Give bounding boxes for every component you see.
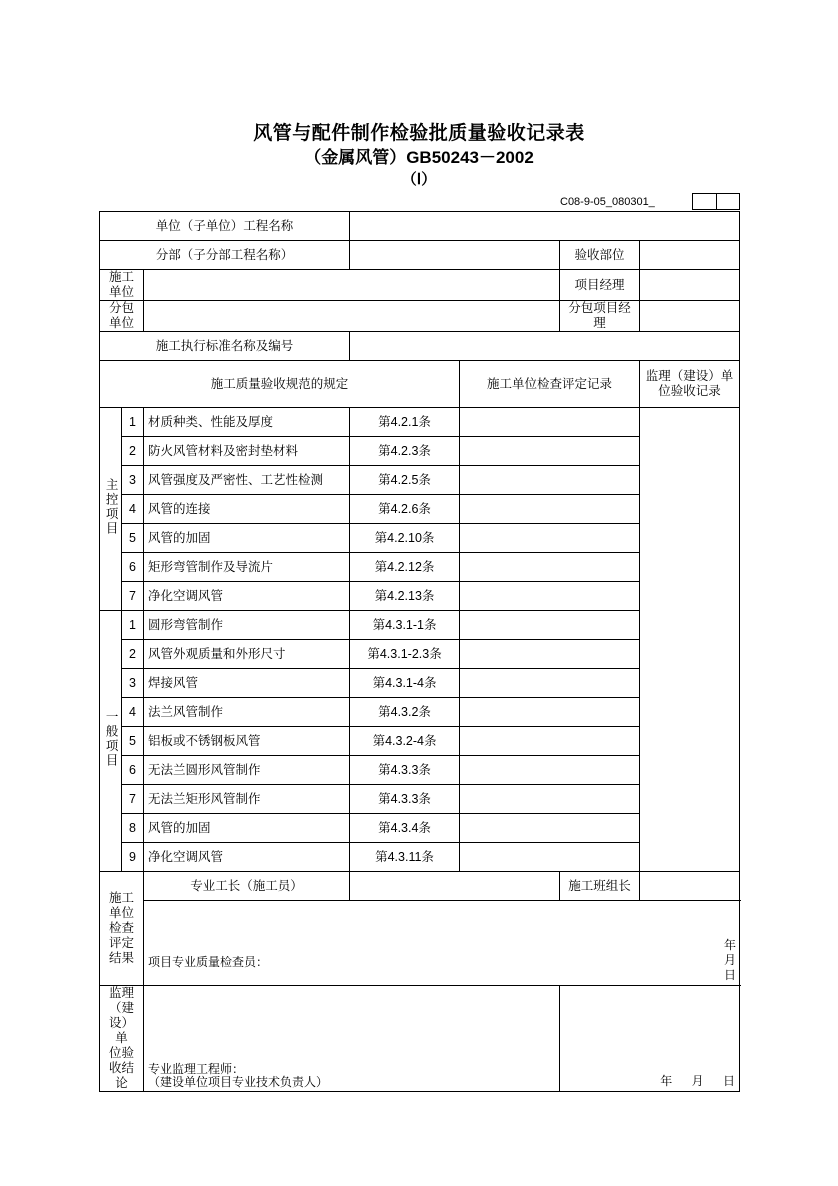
supervision-signature-area[interactable]	[144, 986, 560, 1092]
foreman-label: 专业工长（施工员）	[144, 872, 350, 901]
row-item: 风管外观质量和外形尺寸	[144, 640, 350, 669]
acceptance-part-value[interactable]	[640, 241, 740, 270]
row-construction-record[interactable]	[460, 466, 640, 495]
row-item: 圆形弯管制作	[144, 611, 350, 640]
date-day-label: 日	[724, 968, 737, 982]
row-item: 净化空调风管	[144, 843, 350, 872]
row-construction-record[interactable]	[460, 756, 640, 785]
date-year-label: 年	[660, 1074, 673, 1088]
group-label-main-control: 主控项目	[100, 408, 122, 611]
standard-value[interactable]	[350, 332, 740, 361]
supervision-conclusion-label-line1: 监理（建设）单	[108, 986, 134, 1045]
row-item: 法兰风管制作	[144, 698, 350, 727]
foreman-value[interactable]	[350, 872, 560, 901]
row-clause: 第4.2.3条	[350, 437, 460, 466]
row-clause: 第4.2.6条	[350, 495, 460, 524]
row-number: 6	[122, 553, 144, 582]
row-item: 风管的连接	[144, 495, 350, 524]
row-clause: 第4.3.4条	[350, 814, 460, 843]
table-row-unit-name	[100, 212, 740, 241]
sub-project-manager-label: 分包项目经理	[560, 301, 640, 332]
code-box-1	[692, 193, 717, 210]
table-row-foreman	[100, 872, 740, 901]
row-number: 1	[122, 408, 144, 437]
row-construction-record[interactable]	[460, 843, 640, 872]
row-item: 无法兰矩形风管制作	[144, 785, 350, 814]
sub-project-manager-value[interactable]	[640, 301, 740, 332]
row-number: 7	[122, 582, 144, 611]
row-item: 焊接风管	[144, 669, 350, 698]
row-number: 2	[122, 640, 144, 669]
table-header-row	[100, 361, 740, 408]
row-number: 5	[122, 524, 144, 553]
division-label: 分部（子分部工程名称）	[100, 241, 350, 270]
inspection-form-table	[99, 211, 740, 1092]
construction-date-line	[708, 938, 736, 983]
row-number: 3	[122, 669, 144, 698]
date-month-label: 月	[724, 953, 737, 967]
document-title	[0, 122, 838, 191]
supervision-conclusion-label-line2: 位验收结论	[108, 1046, 134, 1090]
supervision-date-wrap	[560, 1007, 739, 1091]
row-clause: 第4.2.5条	[350, 466, 460, 495]
table-row	[100, 408, 740, 437]
header-supervision-check: 监理（建设）单位验收记录	[640, 361, 740, 408]
row-clause: 第4.3.1-1条	[350, 611, 460, 640]
row-construction-record[interactable]	[460, 698, 640, 727]
row-clause: 第4.3.11条	[350, 843, 460, 872]
row-construction-record[interactable]	[460, 611, 640, 640]
row-item: 矩形弯管制作及导流片	[144, 553, 350, 582]
row-construction-record[interactable]	[460, 582, 640, 611]
title-line-3: （Ⅰ）	[401, 171, 437, 188]
row-item: 铝板或不锈钢板风管	[144, 727, 350, 756]
row-number: 2	[122, 437, 144, 466]
table-row-standard	[100, 332, 740, 361]
quality-inspector-signature-area[interactable]	[144, 901, 740, 986]
quality-inspector-label: 项目专业质量检查员：	[148, 955, 269, 969]
row-clause: 第4.3.2-4条	[350, 727, 460, 756]
row-construction-record[interactable]	[460, 785, 640, 814]
row-number: 4	[122, 495, 144, 524]
row-item: 材质种类、性能及厚度	[144, 408, 350, 437]
row-item: 风管强度及严密性、工艺性检测	[144, 466, 350, 495]
supervision-record-cell[interactable]	[640, 408, 740, 872]
row-clause: 第4.2.10条	[350, 524, 460, 553]
division-value[interactable]	[350, 241, 560, 270]
standard-label: 施工执行标准名称及编号	[100, 332, 350, 361]
team-leader-label: 施工班组长	[560, 872, 640, 901]
contractor-label: 施工单位	[100, 270, 144, 301]
row-clause: 第4.3.1-4条	[350, 669, 460, 698]
table-row-division	[100, 241, 740, 270]
supervision-signer-line1: 专业监理工程师：	[148, 1062, 245, 1076]
row-clause: 第4.2.13条	[350, 582, 460, 611]
row-construction-record[interactable]	[460, 814, 640, 843]
row-item: 风管的加固	[144, 814, 350, 843]
row-clause: 第4.2.1条	[350, 408, 460, 437]
row-item: 防火风管材料及密封垫材料	[144, 437, 350, 466]
row-number: 6	[122, 756, 144, 785]
row-clause: 第4.3.3条	[350, 785, 460, 814]
row-clause: 第4.3.1-2.3条	[350, 640, 460, 669]
table-row-subcontractor	[100, 301, 740, 332]
supervision-signer-line2: （建设单位项目专业技术负责人）	[148, 1075, 329, 1089]
row-number: 7	[122, 785, 144, 814]
row-clause: 第4.3.2条	[350, 698, 460, 727]
team-leader-value[interactable]	[640, 872, 740, 901]
supervision-date-line	[644, 1074, 735, 1089]
construction-result-label	[100, 872, 144, 986]
supervision-date-area[interactable]	[560, 986, 740, 1092]
project-manager-value[interactable]	[640, 270, 740, 301]
date-year-label: 年	[724, 938, 737, 952]
row-number: 5	[122, 727, 144, 756]
row-construction-record[interactable]	[460, 669, 640, 698]
construction-result-label-line1: 施工单位检查	[108, 891, 134, 935]
row-item: 风管的加固	[144, 524, 350, 553]
row-item: 无法兰圆形风管制作	[144, 756, 350, 785]
construction-result-label-line2: 评定结果	[108, 936, 134, 965]
row-construction-record[interactable]	[460, 640, 640, 669]
title-line-2: （金属风管）GB50243－2002	[304, 148, 534, 167]
form-code: C08-9-05_080301_	[560, 196, 655, 208]
unit-name-label: 单位（子单位）工程名称	[100, 212, 350, 241]
row-construction-record[interactable]	[460, 437, 640, 466]
row-clause: 第4.2.12条	[350, 553, 460, 582]
row-construction-record[interactable]	[460, 495, 640, 524]
row-number: 4	[122, 698, 144, 727]
table-row-supervision-conclusion	[100, 986, 740, 1092]
row-construction-record[interactable]	[460, 524, 640, 553]
row-number: 9	[122, 843, 144, 872]
table-row-contractor	[100, 270, 740, 301]
date-day-label: 日	[723, 1074, 736, 1088]
row-construction-record[interactable]	[460, 408, 640, 437]
row-number: 1	[122, 611, 144, 640]
supervision-signer	[148, 1063, 328, 1089]
code-box-2	[717, 193, 741, 210]
table-row-quality-inspector	[100, 901, 740, 986]
project-manager-label: 项目经理	[560, 270, 640, 301]
row-item: 净化空调风管	[144, 582, 350, 611]
supervision-conclusion-label	[100, 986, 144, 1092]
header-spec: 施工质量验收规范的规定	[100, 361, 460, 408]
row-number: 8	[122, 814, 144, 843]
row-construction-record[interactable]	[460, 553, 640, 582]
acceptance-part-label: 验收部位	[560, 241, 640, 270]
subcontractor-value[interactable]	[144, 301, 560, 332]
row-clause: 第4.3.3条	[350, 756, 460, 785]
row-construction-record[interactable]	[460, 727, 640, 756]
unit-name-value[interactable]	[350, 212, 740, 241]
group-label-general: 一般项目	[100, 611, 122, 872]
form-code-boxes	[692, 193, 740, 210]
contractor-value[interactable]	[144, 270, 560, 301]
supervision-signer-wrap	[144, 1007, 559, 1091]
title-line-1: 风管与配件制作检验批质量验收记录表	[253, 123, 585, 144]
subcontractor-label: 分包单位	[100, 301, 144, 332]
date-month-label: 月	[691, 1074, 704, 1088]
row-number: 3	[122, 466, 144, 495]
quality-inspector-wrap	[144, 901, 739, 985]
header-construction-check: 施工单位检查评定记录	[460, 361, 640, 408]
